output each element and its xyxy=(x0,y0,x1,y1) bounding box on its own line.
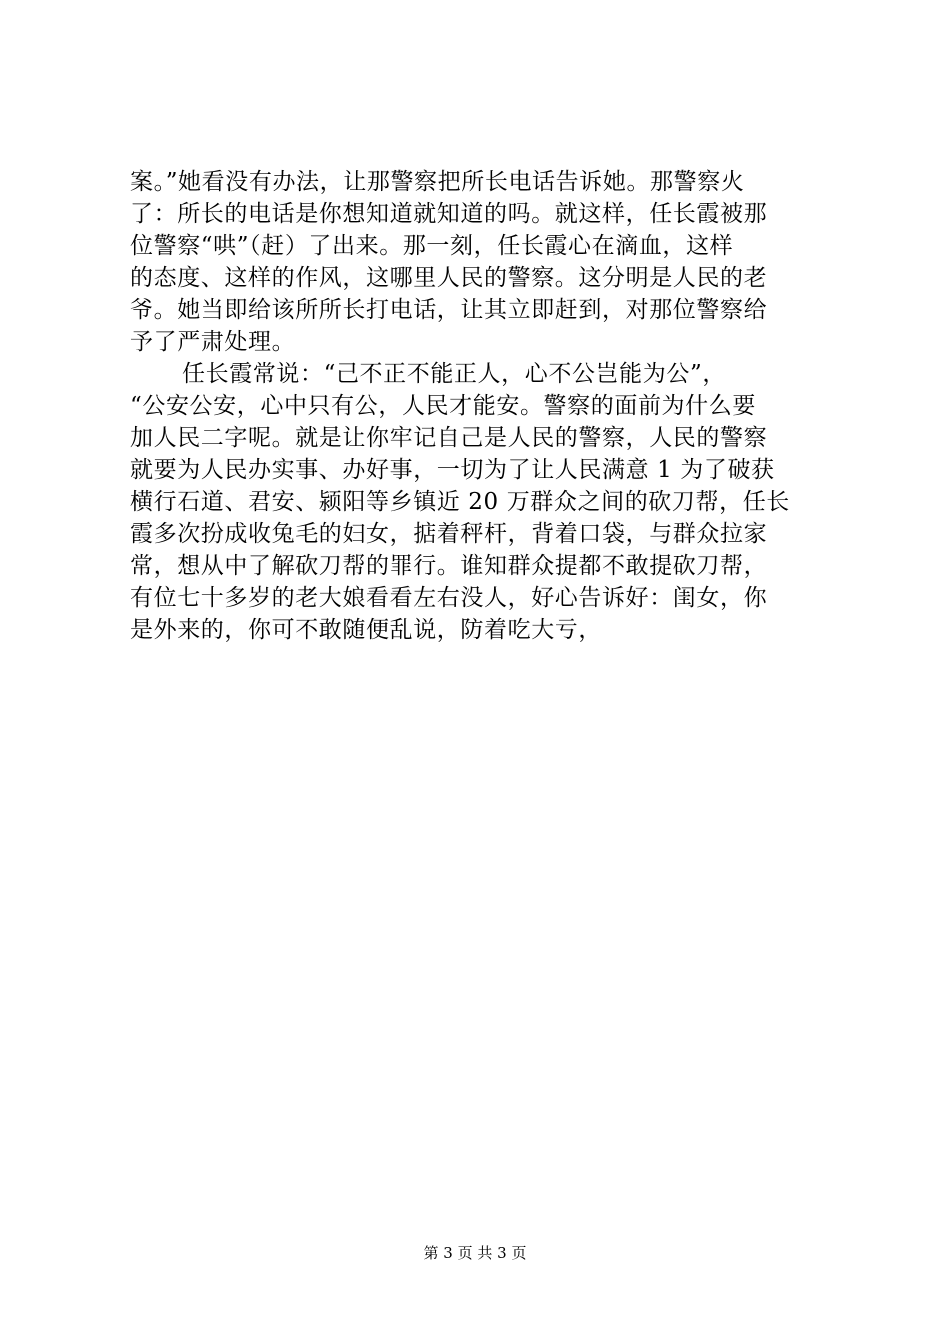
text-line: 霞多次扮成收兔毛的妇女，掂着秤杆，背着口袋，与群众拉家 xyxy=(130,521,768,547)
page-footer: 第 3 页 共 3 页 xyxy=(423,1244,527,1262)
text-line: 的态度、这样的作风，这哪里人民的警察。这分明是人民的老 xyxy=(130,265,768,291)
text-line: 就要为人民办实事、办好事，一切为了让人民满意 1 为了破获 xyxy=(130,457,775,483)
text-line: 横行石道、君安、颍阳等乡镇近 20 万群众之间的砍刀帮，任长 xyxy=(130,489,790,515)
text-line: 是外来的，你可不敢随便乱说，防着吃大亏， xyxy=(130,617,602,643)
text-line: 予了严肃处理。 xyxy=(130,329,296,355)
text-line: 位警察“哄”（赶）了出来。那一刻，任长霞心在滴血，这样 xyxy=(130,233,734,259)
text-line: 了：所长的电话是你想知道就知道的吗。就这样，任长霞被那 xyxy=(130,201,768,227)
body-text xyxy=(130,166,830,646)
text-line: 爷。她当即给该所所长打电话，让其立即赶到，对那位警察给 xyxy=(130,297,768,323)
text-line: “公安公安，心中只有公，人民才能安。警察的面前为什么要 xyxy=(130,393,756,419)
text-line: 有位七十多岁的老大娘看看左右没人，好心告诉好：闺女，你 xyxy=(130,585,768,611)
text-line: 常，想从中了解砍刀帮的罪行。谁知群众提都不敢提砍刀帮， xyxy=(130,553,768,579)
text-line: 加人民二字呢。就是让你牢记自己是人民的警察，人民的警察 xyxy=(130,425,768,451)
text-line: 案。”她看没有办法，让那警察把所长电话告诉她。那警察火 xyxy=(130,169,745,195)
paragraph-start-line: 任长霞常说：“己不正不能正人，心不公岂能为公”， xyxy=(182,361,726,387)
